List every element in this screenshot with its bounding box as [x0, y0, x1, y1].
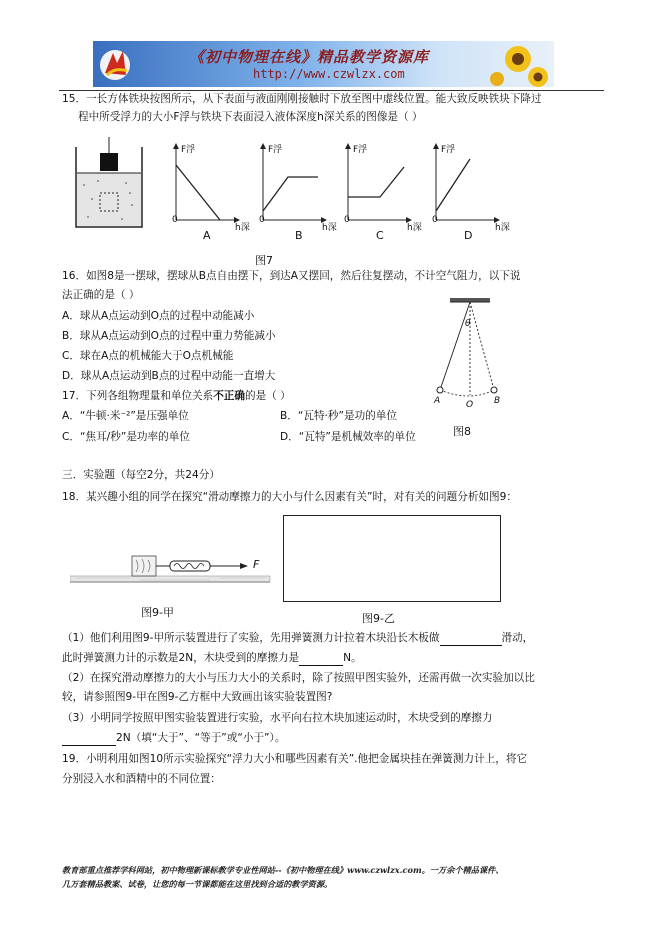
option-label-a: A [203, 229, 211, 242]
q19-text-line2: 分别浸入水和酒精中的不同位置： [62, 773, 221, 785]
graph-a-xlabel: h深 [235, 223, 250, 233]
ceiling-mount [450, 298, 490, 302]
graph-c-ylabel: F浮 [353, 145, 368, 155]
figure-9a-caption: 图9-甲 [141, 606, 174, 619]
q16-option-d: D．球从A点运动到B点的过程中动能一直增大 [62, 370, 276, 382]
q18-part1-text-a: （1）他们利用图9-甲所示装置进行了实验，先用弹簧测力计拉着木块沿长木板做 [62, 632, 440, 644]
graph-a-origin: 0 [172, 215, 178, 225]
q18-answer-blank-2[interactable] [299, 653, 343, 666]
pendulum-label-a: A [434, 396, 441, 406]
q18-intro: 18．某兴趣小组的同学在探究“滑动摩擦力的大小与什么因素有关”时，对有关的问题分析如图9： [62, 491, 517, 503]
q15-text-line1: 15．一长方体铁块按图所示，从下表面与液面刚刚接触时下放至图中虚线位置。能大致反映铁块下降过 [62, 93, 542, 105]
iron-block [100, 153, 118, 171]
q18-part1-text-d: N。 [343, 652, 362, 664]
figure-7-caption: 图7 [255, 254, 273, 267]
q18-part1-line1 [62, 631, 533, 646]
q16-text-line2: 法正确的是（ ） [62, 289, 140, 301]
q16-option-b: B．球从A点运动到O点的过程中重力势能减小 [62, 330, 276, 342]
figure-8-pendulum [428, 294, 518, 409]
q18-part3-text-b: 2N（填“大于”、“等于”或“小于”）。 [116, 732, 286, 744]
banner-title: 《初中物理在线》精品教学资源库 [189, 48, 430, 66]
graph-b [260, 143, 327, 223]
header-rule [59, 90, 604, 91]
q18-part1-line2 [62, 651, 362, 666]
q17-option-c: C．“焦耳/秒”是功率的单位 [62, 431, 190, 443]
q16-text-line1: 16．如图8是一摆球，摆球从B点自由摆下，到达A又摆回，然后往复摆动，不计空气阻力，以下说 [62, 270, 521, 282]
q18-part3-line1: （3）小明同学按照甲图实验装置进行实验，水平向右拉木块加速运动时，木块受到的摩擦力 [62, 712, 493, 724]
q16-option-c: C．球在A点的机械能大于O点机械能 [62, 350, 234, 362]
q17-option-a: A．“牛顿·米⁻²”是压强单位 [62, 410, 189, 422]
q18-part1-text-c: 此时弹簧测力计的示数是2N，木块受到的摩擦力是 [62, 652, 300, 664]
banner-url: http://www.czwlzx.com [253, 67, 405, 81]
footer-line1: 教育部重点推荐学科网站，初中物理新课标教学专业性网站--《初中物理在线》www.czwlzx.com。一万余个精品课件、 [62, 865, 504, 875]
q19-text-line1: 19．小明利用如图10所示实验探究“浮力大小和哪些因素有关”.他把金属块挂在弹簧测力计上，将它 [62, 753, 528, 765]
q18-part2-line2: 较，请参照图9-甲在图9-乙方框中大致画出该实验装置图? [62, 691, 333, 703]
graph-d-origin: 0 [432, 215, 438, 225]
figure-8-caption: 图8 [453, 425, 471, 438]
long-board [70, 576, 270, 582]
q16-option-a: A．球从A点运动到O点的过程中动能减小 [62, 310, 255, 322]
q18-part1-text-b: 滑动， [501, 632, 534, 644]
graph-c-xlabel: h深 [407, 223, 422, 233]
header-banner [93, 41, 554, 87]
q18-part2-line1: （2）在探究滑动摩擦力的大小与压力大小的关系时，除了按照甲图实验外，还需再做一次实验加以比 [62, 672, 535, 684]
option-label-c: C [376, 229, 384, 242]
arrow-right-icon [240, 563, 248, 569]
q17-option-b: B．“瓦特·秒”是功的单位 [280, 410, 397, 422]
q17-text-pre: 17．下列各组物理量和单位关系 [62, 390, 214, 402]
q15-text-line2: 程中所受浮力的大小F浮与铁块下表面浸入液体深度h深关系的图像是（ ） [78, 111, 423, 123]
pendulum-label-b: B [494, 396, 501, 406]
option-label-b: B [295, 229, 303, 242]
q18-answer-blank-1[interactable] [440, 633, 502, 646]
graph-d-ylabel: F浮 [441, 145, 456, 155]
graph-b-origin: 0 [259, 215, 265, 225]
option-label-d: D [464, 229, 473, 242]
ball-a [437, 387, 443, 393]
ball-b [491, 387, 497, 393]
q18-part3-line2 [62, 731, 285, 746]
figure-9b-caption: 图9-乙 [362, 612, 395, 625]
footer-line2: 几万套精品教案、试卷，让您的每一节课都能在这里找到合适的教学资源。 [62, 879, 333, 889]
graph-c [345, 143, 412, 223]
section-3-title: 三．实验题（每空2分，共24分） [62, 469, 220, 481]
graph-c-origin: 0 [344, 215, 350, 225]
q17-text-emphasis: 不正确 [213, 390, 245, 402]
force-label-f: F [253, 558, 260, 571]
beaker-diagram [76, 137, 142, 227]
figure-9a-apparatus [70, 548, 280, 598]
figure-9b-drawing-box[interactable] [283, 515, 501, 602]
graph-d-xlabel: h深 [495, 223, 510, 233]
graph-d [433, 143, 500, 223]
graph-b-ylabel: F浮 [268, 145, 283, 155]
q18-answer-blank-3[interactable] [62, 733, 116, 746]
pendulum-label-o: O [466, 400, 474, 410]
graph-a [173, 143, 240, 223]
graph-a-ylabel: F浮 [181, 145, 196, 155]
q17-text [62, 389, 291, 404]
graph-b-xlabel: h深 [322, 223, 337, 233]
sunflower-icon [490, 46, 548, 87]
q17-option-d: D．“瓦特”是机械效率的单位 [280, 431, 416, 443]
pendulum-angle-label: θ [465, 319, 471, 329]
q17-text-post: 的是（ ） [244, 390, 291, 402]
